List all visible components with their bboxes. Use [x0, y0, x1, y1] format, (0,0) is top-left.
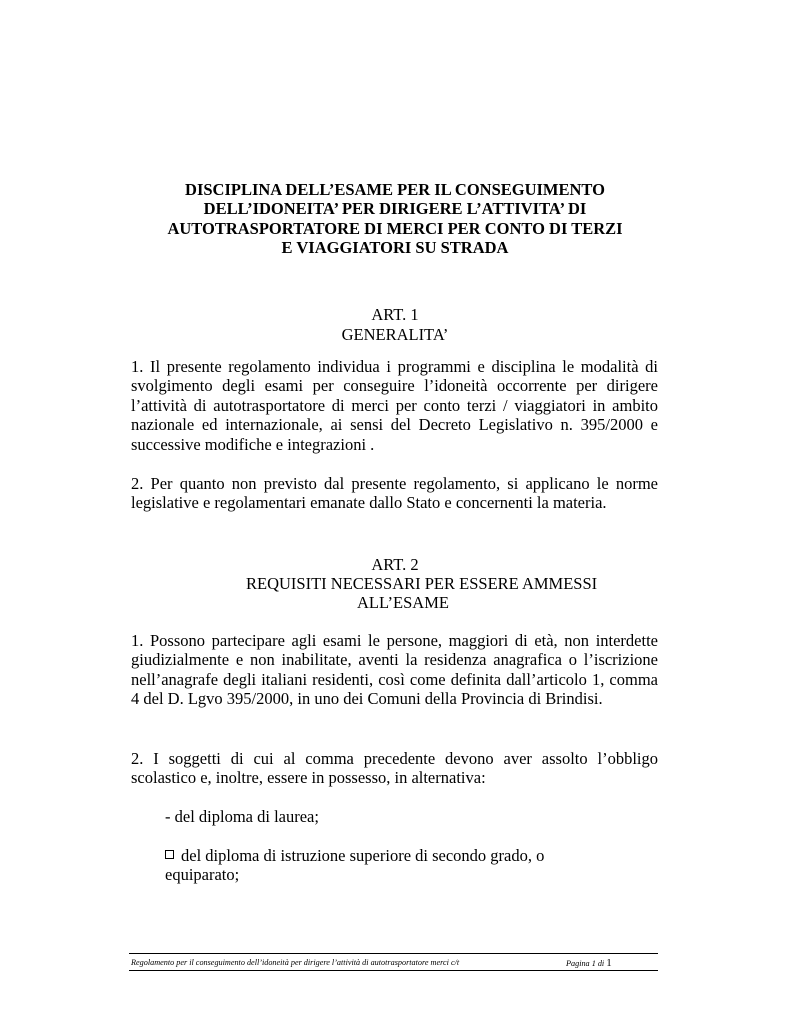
square-bullet-icon [165, 850, 174, 859]
list-item-text: del diploma di istruzione superiore di secondo grado, o equiparato; [165, 846, 545, 885]
article-1-paragraph-1: 1. Il presente regolamento individua i programmi e disciplina le modalità di svolgimento degli esami per conseguire l’idoneità occorrente per dirigere l’attività di autotrasportatore di merci per conto terzi / viaggiatori in ambito nazionale ed internazionale, ai sensi del Decreto Legislativo n. 395/2000 e successive modifiche e integrazioni . [131, 357, 658, 454]
title-line: AUTOTRASPORTATORE DI MERCI PER CONTO DI TERZI [167, 218, 623, 238]
article-2-title-line-1: REQUISITI NECESSARI PER ESSERE AMMESSI [246, 574, 598, 593]
article-title: GENERALITA’ [341, 324, 449, 344]
article-2-title-line-2: ALL’ESAME [357, 593, 449, 612]
footer-text: Regolamento per il conseguimento dell’idoneità per dirigere l’attività di autotrasportatore merci c/t [131, 958, 460, 967]
footer-rule [129, 953, 658, 954]
title-line: E VIAGGIATORI SU STRADA [281, 237, 509, 257]
title-line: DISCIPLINA DELL’ESAME PER IL CONSEGUIMENTO [185, 180, 605, 199]
article-2-paragraph-2: 2. I soggetti di cui al comma precedente devono aver assolto l’obbligo scolastico e, inoltre, essere in possesso, in alternativa: [131, 749, 658, 788]
list-item [165, 846, 585, 885]
article-number: ART. 1 [371, 305, 419, 324]
footer-rule [129, 970, 658, 971]
article-2-paragraph-1: 1. Possono partecipare agli esami le persone, maggiori di età, non interdette giudizialmente e non inabilitate, aventi la residenza anagrafica o l’iscrizione nell’anagrafe degli italiani residenti, così come definita dall’articolo 1, comma 4 del D. Lgvo 395/2000, in uno dei Comuni della Provincia di Brindisi. [131, 631, 658, 709]
article-2-number: ART. 2 [371, 555, 419, 574]
page-total: 1 [606, 957, 612, 969]
list-item: - del diploma di laurea; [165, 807, 319, 826]
title-line: DELL’IDONEITA’ PER DIRIGERE L’ATTIVITA’ DI [203, 199, 587, 219]
page-label: Pagina 1 di [566, 959, 605, 968]
article-1-heading [130, 305, 660, 344]
document-title [130, 180, 660, 257]
article-1-paragraph-2: 2. Per quanto non previsto dal presente regolamento, si applicano le norme legislative e regolamentari emanate dallo Stato e concernenti la materia. [131, 474, 658, 513]
footer-page-number [566, 957, 612, 970]
